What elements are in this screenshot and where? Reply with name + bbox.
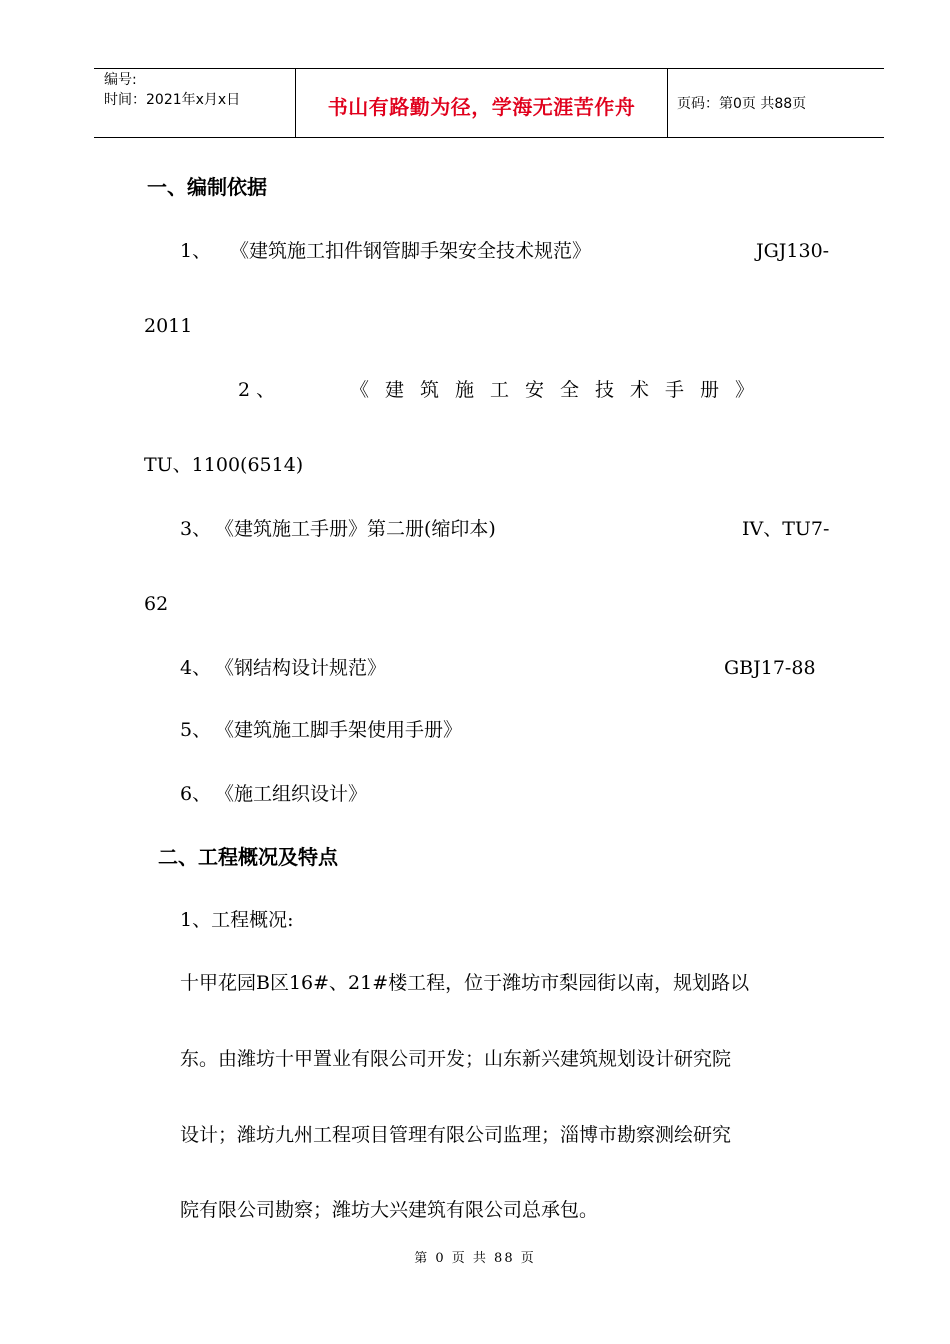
overview-line-2: 东。由潍坊十甲置业有限公司开发；山东新兴建筑规划设计研究院 — [180, 1048, 732, 1070]
number-label: 编号: — [104, 72, 137, 88]
ref-item-1-name: 《建筑施工扣件钢管脚手架安全技术规范》 — [230, 240, 592, 262]
footer-page-number: 第 0 页 共 88 页 — [414, 1251, 536, 1266]
ref-item-3-code: IV、TU7- — [742, 518, 830, 540]
overview-line-3: 设计；潍坊九州工程项目管理有限公司监理；淄博市勘察测绘研究 — [180, 1124, 732, 1146]
overview-line-1: 十甲花园B区16#、21#楼工程，位于潍坊市梨园街以南，规划路以 — [180, 972, 750, 994]
ref-item-2-name: 《建筑施工安全技术手册》 — [350, 379, 771, 401]
ref-item-4-num: 4、 — [180, 657, 212, 679]
time-label: 时间：2021年x月x日 — [104, 92, 241, 108]
ref-item-6-name: 《施工组织设计》 — [215, 783, 368, 805]
header-cell-meta — [94, 69, 295, 137]
ref-item-6-num: 6、 — [180, 783, 212, 805]
ref-item-3-name: 《建筑施工手册》第二册(缩印本) — [215, 518, 496, 540]
header-cell-page — [667, 69, 884, 137]
ref-item-5-name: 《建筑施工脚手架使用手册》 — [215, 719, 463, 741]
ref-item-1-code-cont: 2011 — [144, 315, 193, 337]
ref-item-3-code-cont: 62 — [144, 593, 169, 615]
section2-title: 二、工程概况及特点 — [158, 845, 338, 869]
section2-subtitle: 1、工程概况: — [180, 909, 294, 931]
ref-item-2-code: TU、1100(6514) — [144, 454, 304, 476]
overview-line-4: 院有限公司勘察；潍坊大兴建筑有限公司总承包。 — [180, 1199, 599, 1221]
ref-item-2-num: 2 、 — [238, 379, 276, 401]
ref-item-1-code: JGJ130- — [756, 240, 830, 262]
ref-item-1-num: 1、 — [180, 240, 212, 262]
ref-item-3-num: 3、 — [180, 518, 212, 540]
motto-text: 书山有路勤为径，学海无涯苦作舟 — [327, 95, 636, 119]
ref-item-4-code: GBJ17-88 — [724, 657, 816, 679]
section1-title: 一、编制依据 — [147, 175, 267, 199]
header-table — [94, 68, 884, 138]
page-info: 页码：第0页 共88页 — [677, 96, 807, 112]
header-cell-motto — [295, 69, 668, 137]
ref-item-5-num: 5、 — [180, 719, 212, 741]
ref-item-4-name: 《钢结构设计规范》 — [215, 657, 387, 679]
